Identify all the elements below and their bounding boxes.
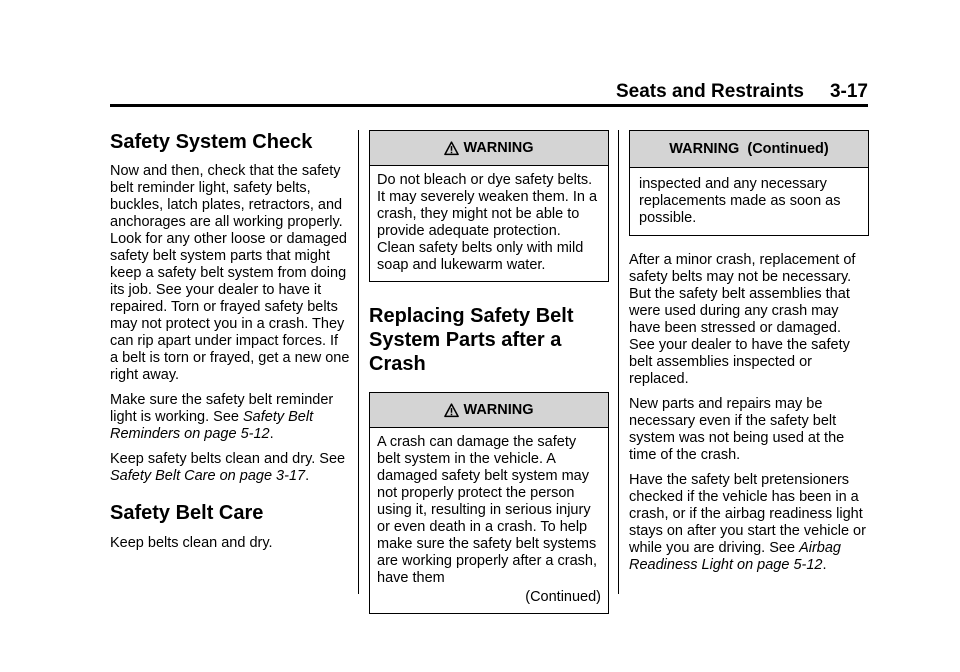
warning-body: inspected and any necessary replacements made as soon as possible.	[639, 176, 841, 226]
heading-safety-system-check: Safety System Check	[110, 131, 313, 153]
section-title: Seats and Restraints	[616, 81, 804, 102]
column-divider-1	[358, 130, 359, 594]
warning-body: Do not bleach or dye safety belts. It may severely weaken them. In a crash, they might not be able to provide adequate protection. Clean safety belts only with mild soap and lukewarm water.	[377, 172, 598, 273]
column-1	[110, 128, 350, 560]
paragraph-clean-dry: Keep safety belts clean and dry. See Safety Belt Care on page 3-17.	[110, 451, 346, 484]
paragraph-system-check: Now and then, check that the safety belt reminder light, safety belts, buckles, latch plates, retractors, and anchorages are all working properly. Look for any other loose or damaged safety belt system parts that might keep a safety belt system from doing its job. See your dealer to have it repaired. Torn or frayed safety belts may not protect you in a crash. They can rip apart under impact forces. If a belt is torn or frayed, get a new one right away.	[110, 163, 350, 383]
warning-icon	[444, 403, 459, 418]
header-rule	[110, 104, 868, 107]
cross-reference-airbag-light[interactable]: Airbag Readiness Light on page 5-12	[629, 540, 841, 573]
column-3	[629, 130, 869, 582]
warning-header: WARNING (Continued)	[630, 131, 868, 168]
warning-box-continued	[629, 130, 869, 236]
warning-box-crash-damage	[369, 392, 609, 614]
paragraph-new-parts: New parts and repairs may be necessary even if the safety belt system was not being used at the time of the crash.	[629, 396, 845, 463]
page-number: 3-17	[829, 81, 868, 102]
warning-icon	[444, 141, 459, 156]
heading-replacing-parts: Replacing Safety Belt System Parts after a Crash	[369, 305, 574, 375]
paragraph-reminder-light: Make sure the safety belt reminder light is working. See Safety Belt Reminders on page 5-12.	[110, 392, 334, 442]
warning-body: A crash can damage the safety belt system in the vehicle. A damaged safety belt system may not properly protect the person using it, resulting in serious injury or even death in a crash. To help make sure the safety belt systems are working properly after a crash, have them (Continued)	[377, 434, 601, 605]
warning-box-bleach	[369, 130, 609, 282]
cross-reference-belt-care[interactable]: Safety Belt Care on page 3-17	[110, 468, 306, 484]
paragraph-minor-crash: After a minor crash, replacement of safety belts may not be necessary. But the safety belt assemblies that were used during any crash may have been stressed or damaged. See your dealer to have the safety belt assemblies inspected or replaced.	[629, 252, 856, 387]
heading-safety-belt-care: Safety Belt Care	[110, 502, 264, 524]
page-header	[110, 80, 868, 104]
continued-label: (Continued)	[525, 589, 601, 605]
column-divider-2	[618, 130, 619, 594]
warning-header: WARNING	[370, 393, 608, 428]
paragraph-belt-care: Keep belts clean and dry.	[110, 535, 273, 551]
paragraph-pretensioners: Have the safety belt pretensioners checked if the vehicle has been in a crash, or if the airbag readiness light stays on after you start the vehicle or while you are driving. See Airbag Readiness Light on page 5-12.	[629, 472, 866, 573]
column-2	[369, 130, 609, 614]
warning-header: WARNING	[370, 131, 608, 166]
cross-reference-reminders[interactable]: Safety Belt Reminders on page 5-12	[110, 409, 314, 442]
